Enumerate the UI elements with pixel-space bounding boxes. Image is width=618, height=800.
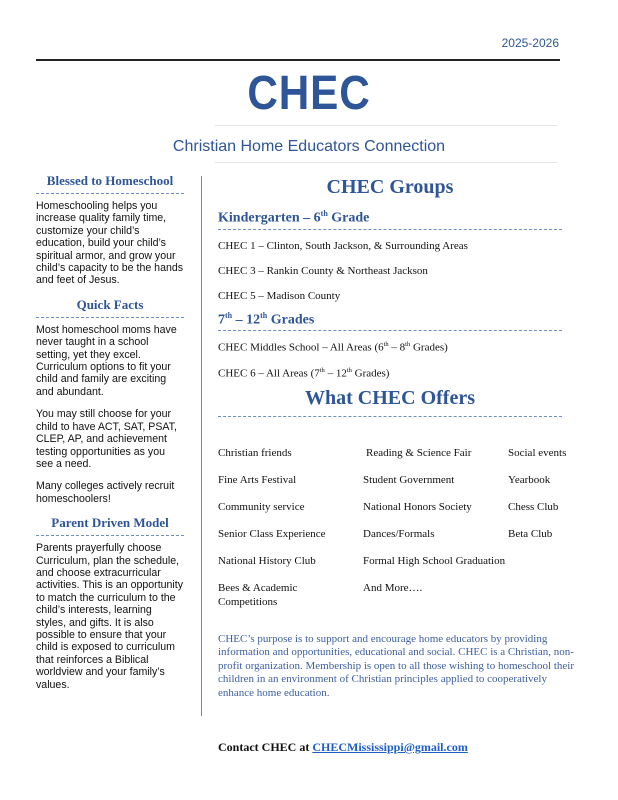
top-divider: [36, 59, 560, 61]
offer-item: Reading & Science Fair: [366, 447, 472, 459]
ordinal-suffix: th: [383, 341, 389, 349]
ordinal-suffix: th: [225, 310, 233, 320]
section-title: What CHEC Offers: [305, 386, 475, 409]
paragraph: Homeschooling helps you increase quality family time, customize your child’s education, build your child’s spiritual armor, and grow your child’s capacity to be the hands and feet of Jesus.: [36, 200, 184, 287]
group-item-text: – 12: [324, 367, 347, 380]
group-item-text: – 8: [388, 341, 406, 354]
ordinal-suffix: th: [405, 341, 411, 349]
divider: [215, 125, 557, 126]
groups-section: [218, 176, 562, 417]
ordinal-suffix: th: [320, 209, 328, 218]
year-label: 2025-2026: [501, 36, 559, 50]
paragraph: Many colleges actively recruit homeschoolers!: [36, 480, 175, 505]
paragraph: You may still choose for your child to have ACT, SAT, PSAT, CLEP, AP, and achievement testing opportunities as you see a need.: [36, 408, 177, 470]
grade-heading-text: Kindergarten – 6: [218, 210, 321, 226]
email-link[interactable]: CHECMississippi@gmail.com: [312, 740, 468, 754]
offer-item: Beta Club: [508, 528, 553, 540]
dashed-divider: [36, 317, 184, 318]
paragraph: Most homeschool moms have never taught in a school setting, yet they excel. Curriculum options to fit your child and family are exciting and abundant.: [36, 323, 177, 398]
offer-item: Social events: [508, 447, 567, 459]
purpose-statement: CHEC’s purpose is to support and encourage home educators by providing information and opportunities, educational and social. CHEC is a Christian, non-profit organization. Membership is open to all those wishing to homeschool their children in an environment of Christian principles applied to cooperatively enhance home education.: [218, 633, 575, 699]
ordinal-suffix: th: [260, 310, 268, 320]
dashed-divider: [218, 416, 562, 417]
contact-line: [218, 740, 468, 755]
group-item-text: CHEC Middles School – All Areas (6: [218, 341, 384, 354]
grade-heading-text: Grades: [267, 312, 315, 328]
logo: [0, 66, 618, 121]
group-item: [218, 341, 562, 354]
grade-heading: [218, 311, 562, 329]
offer-item: Student Government: [363, 474, 455, 486]
group-item-text: CHEC 6 – All Areas (7: [218, 367, 320, 380]
group-item: CHEC 1 – Clinton, South Jackson, & Surrounding Areas: [218, 239, 468, 252]
grade-heading-text: Grade: [327, 210, 370, 226]
grade-heading-text: 7: [218, 312, 225, 328]
divider: [215, 162, 557, 163]
group-item: CHEC 5 – Madison County: [218, 289, 341, 302]
column-divider: [201, 176, 202, 716]
section-title: CHEC Groups: [326, 176, 454, 198]
grade-heading-text: – 12: [232, 312, 261, 328]
paragraph: Parents prayerfully choose Curriculum, plan the schedule, and choose extracurricular activities. This is an opportunity to match the curriculum to the child’s interests, learning styles, and gifts. It is also possible to ensure that your child is exposed to curriculum that reinforces a Biblical worldview and your family’s values.: [36, 542, 184, 691]
grade-heading: [218, 209, 562, 227]
dashed-divider: [218, 330, 562, 331]
group-item: CHEC 3 – Rankin County & Northeast Jackson: [218, 264, 428, 277]
offer-item: Formal High School Graduation: [363, 555, 506, 567]
offer-item: Senior Class Experience: [218, 528, 326, 540]
offer-item: Chess Club: [508, 501, 559, 513]
dashed-divider: [36, 193, 184, 194]
offer-item: Christian friends: [218, 447, 292, 459]
offer-item: National History Club: [218, 555, 316, 567]
offer-item: Fine Arts Festival: [218, 474, 297, 486]
contact-label: Contact CHEC at: [218, 740, 310, 754]
section-heading: Quick Facts: [76, 296, 144, 312]
group-item-text: Grades): [410, 341, 448, 354]
offer-item: And More….: [363, 582, 423, 594]
section-heading: Parent Driven Model: [51, 515, 169, 531]
group-item-text: Grades): [351, 367, 390, 380]
left-sidebar: [36, 173, 184, 701]
subtitle: Christian Home Educators Connection: [172, 138, 446, 155]
section-heading: Blessed to Homeschool: [46, 173, 174, 188]
offer-item: National Honors Society: [363, 501, 472, 513]
offer-item: Community service: [218, 501, 305, 513]
offer-item: Yearbook: [508, 474, 551, 486]
dashed-divider: [36, 535, 184, 536]
dashed-divider: [218, 229, 562, 230]
ordinal-suffix: th: [346, 366, 352, 374]
logo-text: CHEC: [247, 67, 371, 120]
ordinal-suffix: th: [319, 366, 325, 374]
offer-item: Bees & Academic Competitions: [218, 582, 298, 608]
offer-item: Dances/Formals: [363, 528, 435, 540]
group-item: [218, 367, 562, 380]
